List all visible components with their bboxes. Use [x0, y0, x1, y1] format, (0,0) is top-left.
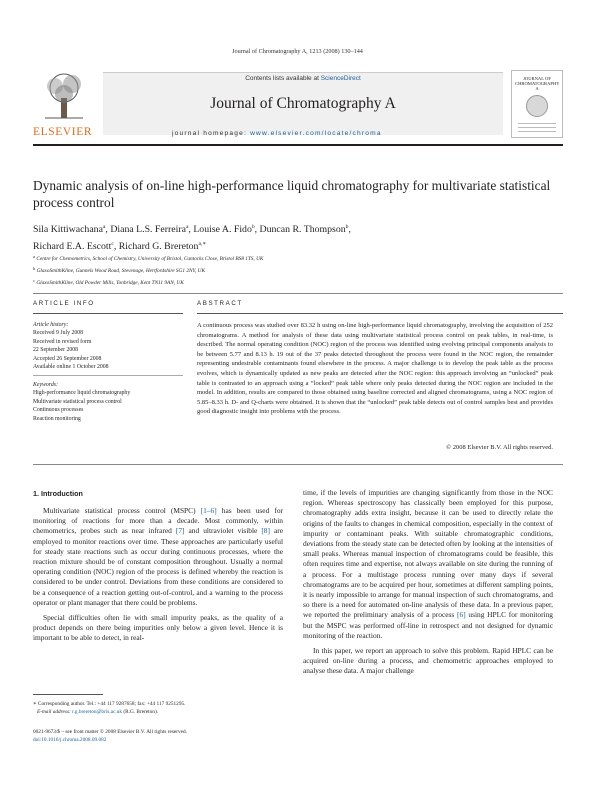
author-name: Diana L.S. Ferreira	[110, 224, 186, 235]
divider	[33, 293, 563, 294]
journal-title: Journal of Chromatography A	[210, 95, 396, 112]
journal-cover-thumbnail	[511, 70, 563, 138]
author-affiliation-marker: b	[251, 224, 255, 230]
citation-link[interactable]: [6]	[457, 610, 466, 620]
homepage-label: journal homepage:	[172, 130, 251, 137]
affiliation-text: GlaxoSmithKline, Old Powder Mills, Tonbridge, Kent TN11 9AN, UK	[35, 280, 184, 286]
footnote-rule	[33, 694, 103, 695]
cover-line	[518, 131, 556, 132]
publisher-name: ELSEVIER	[33, 126, 93, 138]
body-paragraph: In this paper, we report an approach to solve this problem. Rapid HPLC can be acquired on-line during a process, and chemometric approaches employed to analyse these data. A major challenge	[303, 646, 553, 676]
keywords-label: Keywords:	[33, 382, 58, 388]
footnote	[33, 700, 293, 716]
author-affiliation-marker: b	[345, 224, 349, 230]
history-label: Article history:	[33, 322, 69, 328]
author-name: Sila Kittiwachana	[33, 224, 103, 235]
body-paragraph: time, if the levels of impurities are changing significantly from those in the NOC region. Whereas spectroscopy has classically been employed for this purpose, chromatography adds extra insight, because it can be used to directly relate the origins of the faults to changes in chemical composition, especially in the context of impurity or contaminant peaks. With suitable chromatographic conditions, deviations from the steady state can be detected often by looking at the intensities of small peaks. Whereas manual inspection of chromatograms could be feasible, this often requires time and expertise, not always available on site during the running of a process. For a multistage process running over many days if several chromatograms are to be acquired per hour, sometimes at different sampling points, it is nearly impossible to arrange for manual inspection of such chromatograms, and so there is a need for automated on-line analysis of these data. In a previous paper, we reported the preliminary analysis of a process [6] using HPLC for monitoring but the MSPC was performed off-line in retrospect and not designed for dynamic monitoring of the reaction.	[303, 488, 553, 640]
keyword: Continuous processes	[33, 407, 84, 414]
issn-line: 0021-9673/$ – see front matter © 2008 Elsevier B.V. All rights reserved.	[33, 729, 187, 735]
affiliation-key: a	[33, 254, 35, 259]
body-column-left	[33, 506, 283, 649]
affiliation-text: GlaxoSmithKline, Gunnels Wood Road, Stevenage, Hertfordshire SG1 2NY, UK	[35, 268, 205, 274]
journal-header-box	[103, 72, 503, 135]
article-info-heading: ARTICLE INFO	[33, 300, 95, 307]
elsevier-tree-icon	[39, 70, 89, 120]
affiliation-text: Centre for Chemometrics, School of Chemistry, University of Bristol, Cantocks Close, Bristol BS8 1TS, UK	[35, 256, 264, 262]
section-heading: 1. Introduction	[33, 489, 83, 498]
sciencedirect-link[interactable]: ScienceDirect	[320, 75, 361, 82]
history-entry: Accepted 26 September 2008	[33, 355, 102, 362]
article-title: Dynamic analysis of on-line high-performance liquid chromatography for multivariate statistical process control	[33, 178, 551, 210]
bottom-info	[33, 728, 293, 744]
citation-link[interactable]: [8]	[261, 526, 270, 536]
copyright: © 2008 Elsevier B.V. All rights reserved.	[446, 444, 553, 451]
contents-prefix: Contents lists available at	[245, 75, 321, 82]
author-name: Duncan R. Thompson	[259, 224, 346, 235]
abstract-heading: ABSTRACT	[197, 300, 243, 307]
homepage-link[interactable]: www.elsevier.com/locate/chroma	[250, 130, 382, 137]
divider	[33, 464, 563, 465]
email-suffix: (R.G. Brereton).	[122, 709, 159, 715]
history-entry: Available online 1 October 2008	[33, 364, 109, 371]
citation-link[interactable]: [7]	[175, 526, 185, 536]
elsevier-logo	[33, 70, 93, 136]
journal-homepage	[172, 130, 382, 137]
cover-line	[518, 123, 556, 124]
keywords	[33, 381, 173, 423]
history-entry: Received in revised form	[33, 338, 92, 345]
divider	[197, 313, 563, 314]
body-paragraph: Special difficulties often lie with small impurity peaks, as the quality of a product depends on there being impurities only below a given level. Hence it is important to be able to detect, in real-	[33, 613, 283, 643]
divider	[33, 375, 183, 376]
divider	[33, 313, 183, 314]
cover-badge-icon	[526, 95, 548, 117]
citation-link[interactable]: [1–6]	[200, 506, 217, 515]
masthead-rule	[33, 144, 563, 146]
body-column-right	[303, 488, 553, 682]
email-link[interactable]: r.g.brereton@bris.ac.uk	[72, 709, 122, 715]
keyword: High-performance liquid chromatography	[33, 390, 131, 397]
author-affiliation-marker: a	[185, 224, 189, 230]
email-label: E-mail address:	[36, 709, 73, 715]
affiliation	[33, 252, 563, 264]
affiliation	[33, 264, 563, 276]
abstract-text: A continuous process was studied over 83.32 h using on-line high-performance liquid chromatography, involving the acquisition of 252 chromatograms. A method for analysis of these data using multivariate statistical process control on peak tables, in real-time, is described. The normal operating condition (NOC) region of the process was identified using evolving principal components analysis to be between 5.77 and 8.13 h. 19 out of the 37 peaks detected throughout the process were found in the NOC region, the remainder representing undesirable contaminants found elsewhere in the process. A major challenge is to develop the peak table as the process evolves, which is dynamically updated as new peaks are detected after the NOC region: this approach involving an “unlocked” peak table is contrasted to an approach using a “locked” peak table where only peaks detected during the NOC region are included in the model. In addition, results are compared to those obtained using baseline corrected and aligned chromatograms, using a NOC region of 5.85–8.33 h. D- and Q-charts were obtained. It is shown that the “unlocked” peak table detects out of control samples best and provides good diagnostic insight into problems with the process.	[197, 322, 553, 416]
history-entry: 22 September 2008	[33, 347, 79, 354]
cover-title: JOURNAL OF CHROMATOGRAPHY A	[515, 76, 560, 91]
affiliation	[33, 276, 563, 288]
author-affiliation-marker: a,∗	[198, 241, 207, 247]
history-entry: Received 9 July 2008	[33, 330, 84, 337]
doi-link[interactable]: doi:10.1016/j.chroma.2008.09.082	[33, 737, 107, 743]
affiliation-list	[33, 252, 563, 288]
affiliation-key: c	[33, 278, 35, 283]
email-line	[33, 708, 293, 716]
cover-line	[518, 127, 556, 128]
author-name: Louise A. Fido	[193, 224, 252, 235]
author-affiliation-marker: a	[102, 224, 106, 230]
contents-line	[103, 75, 503, 82]
author-name: Richard E.A. Escott	[33, 241, 112, 252]
body-paragraph: Multivariate statistical process control (MSPC) [1–6] has been used for monitoring of reactions for more than a decade. Most commonly, within chemometrics, probes such as near infrared [7] and ultraviolet visible [8] are employed to monitor reactions over time. These approaches are particularly useful for steady state reactions such as occur during continuous processes, where the reaction mixture should be of constant composition throughout. Usually a normal operating condition (NOC) region of the process is defined whereby the reaction is considered to be under control. Deviations from these conditions are considered to be a consequence of a reaction getting out-of-control, and a warning to the process operator or plant manager that there could be problems.	[33, 506, 283, 607]
keyword: Multivariate statistical process control	[33, 398, 122, 405]
article-history	[33, 321, 173, 371]
author-affiliation-marker: c	[111, 241, 114, 247]
affiliation-key: b	[33, 266, 36, 271]
corresponding-author: ∗ Corresponding author. Tel.: +44 117 9287658; fax: +44 117 9251295.	[33, 701, 186, 707]
keyword: Reaction monitoring	[33, 415, 81, 422]
running-head: Journal of Chromatography A, 1213 (2008) 130–144	[232, 48, 363, 55]
author-name: Richard G. Brereton	[118, 241, 199, 252]
author-list: Sila Kittiwachana$^a$, Diana L.S. Ferreira$^a$, Louise A. Fido$^b$, Duncan R. Thompson$^b$, Richard E.A. Escott$^c$, Richard G. Brereton$^{a,∗}$	[33, 224, 351, 252]
